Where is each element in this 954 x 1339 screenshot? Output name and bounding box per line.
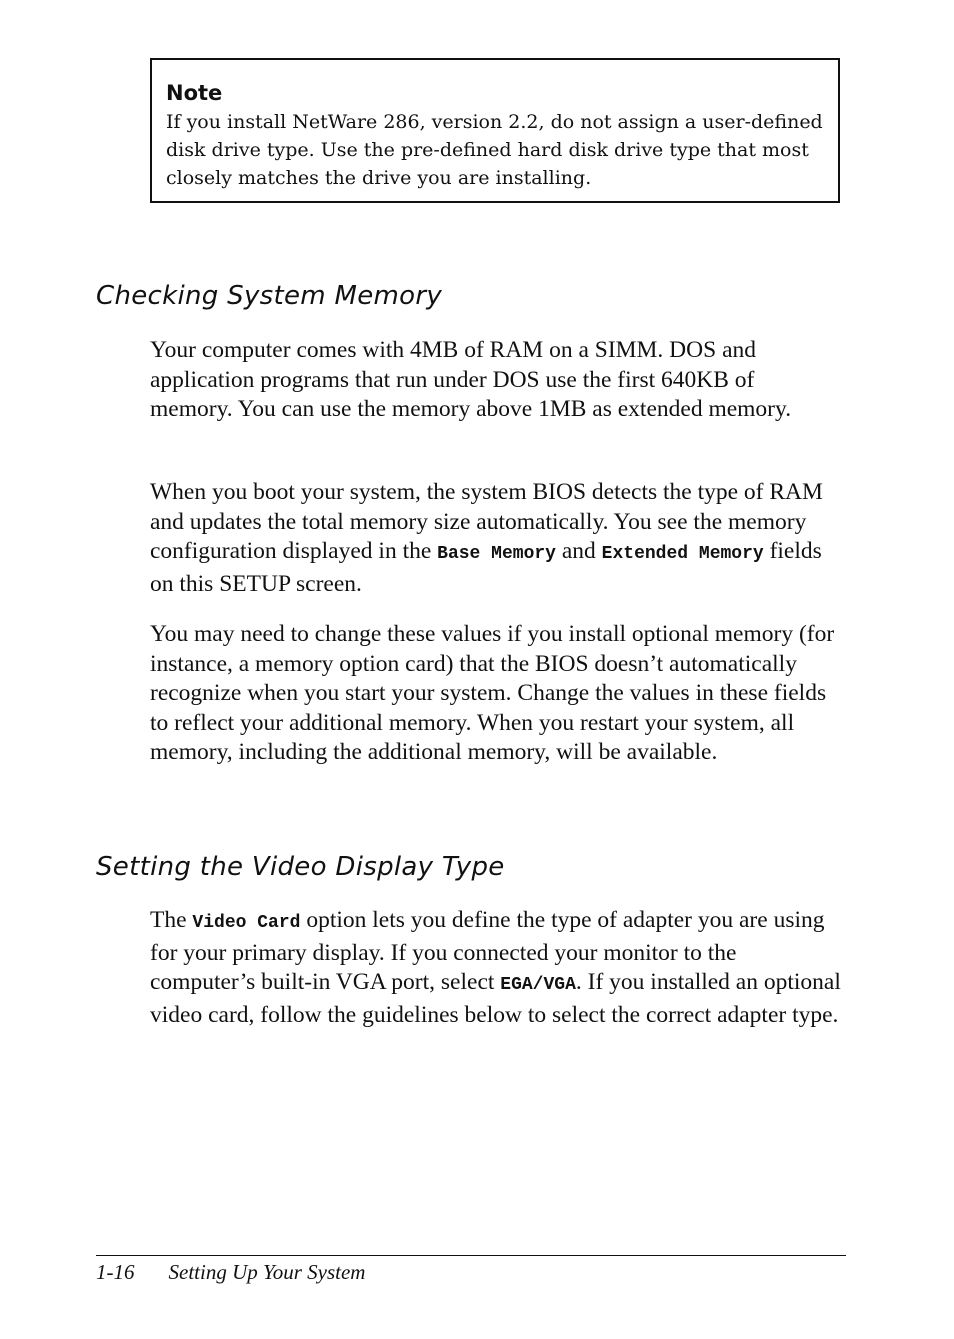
- field-name-video-card: Video Card: [192, 913, 301, 933]
- paragraph-memory-change: You may need to change these values if you install optional memory (for instance, a memory option card) that the BIOS doesn’t automatically recognize when you start your system. Change the values in these fields to reflect your additional memory. When you restart your system, all memory, including the additional memory, will be available.: [150, 621, 835, 765]
- note-title: Note: [166, 81, 223, 105]
- paragraph-text: option lets you define the type of adapter you are using for your primary display. If you connected your monitor to the computer’s built-in VGA port, select: [150, 907, 825, 995]
- option-ega-vga: EGA/VGA: [500, 975, 576, 995]
- paragraph-memory-bios: [150, 478, 842, 599]
- section-heading-checking-memory: Checking System Memory: [96, 281, 443, 311]
- note-box: [150, 58, 840, 203]
- paragraph-text: When you boot your system, the system BIOS detects the type of RAM and updates the total memory size automatically. You see the memory configuration displayed in the: [150, 479, 823, 564]
- paragraph-text: and: [561, 538, 596, 564]
- page-title: Setting Up Your System: [168, 1260, 366, 1284]
- paragraph-text: . If you installed an optional video card, follow the guidelines below to select the correct adapter type.: [150, 969, 841, 1028]
- note-text: If you install NetWare 286, version 2.2, do not assign a user-defined disk drive type. Use the pre-defined hard disk drive type that most closely matches the drive you are installing.: [166, 111, 823, 189]
- field-name-base-memory: Base Memory: [437, 544, 556, 564]
- page-number: 1-16: [96, 1260, 135, 1284]
- field-name-extended-memory: Extended Memory: [601, 544, 764, 564]
- paragraph-video-card: [150, 906, 842, 1030]
- paragraph-text: fields on this SETUP screen.: [150, 538, 822, 597]
- paragraph-memory-intro: Your computer comes with 4MB of RAM on a SIMM. DOS and application programs that run under DOS use the first 640KB of memory. You can use the memory above 1MB as extended memory.: [150, 337, 792, 422]
- paragraph-text: The: [150, 907, 187, 933]
- footer: [96, 1258, 365, 1286]
- section-heading-video-display: Setting the Video Display Type: [96, 852, 505, 882]
- footer-rule: [96, 1255, 846, 1256]
